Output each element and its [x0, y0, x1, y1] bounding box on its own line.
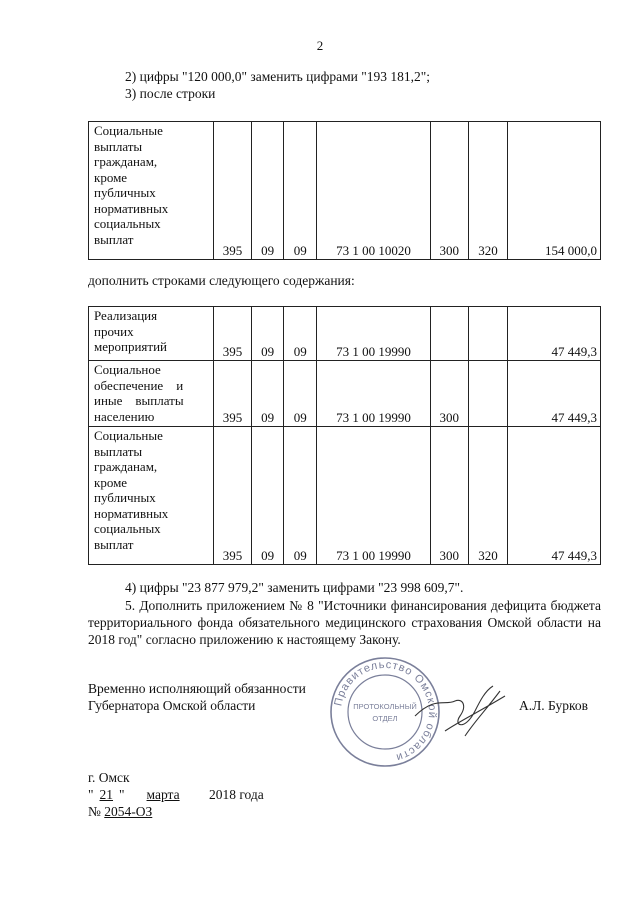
target-article-cell: 73 1 00 19990 — [316, 427, 430, 565]
expense-subgroup-cell — [468, 307, 508, 361]
row-name-line: выплат — [94, 231, 134, 247]
table-row — [89, 427, 601, 565]
admin-code-cell: 395 — [214, 122, 252, 260]
expense-group-cell: 300 — [430, 122, 468, 260]
date-quote-open: " — [88, 787, 94, 802]
subsection-cell: 09 — [284, 307, 317, 361]
row-name-cell — [89, 427, 214, 565]
expense-group-cell: 300 — [430, 427, 468, 565]
row-name-cell — [89, 361, 214, 427]
row-name-line: выплат — [94, 536, 134, 552]
row-name-line: нормативных — [94, 505, 169, 521]
target-article-cell: 73 1 00 10020 — [316, 122, 430, 260]
signatory-name: А.Л. Бурков — [519, 698, 588, 713]
table-row — [89, 361, 601, 427]
row-name-line: выплаты — [94, 443, 143, 459]
budget-table-2 — [88, 306, 601, 565]
item-5-text: 5. Дополнить приложением № 8 "Источники финансирования дефицита бюджета территориального фонда обязательного медицинского страхования Омской области на 2018 год" согласно приложению к настоящему Закону. — [88, 598, 601, 647]
row-name-line: Социальные — [94, 428, 163, 443]
subsection-cell: 09 — [284, 427, 317, 565]
handwritten-signature — [405, 676, 515, 756]
law-number: 2054-ОЗ — [104, 804, 153, 819]
amount-cell: 47 449,3 — [508, 361, 601, 427]
page-number: 2 — [316, 38, 324, 53]
date-line — [88, 786, 264, 803]
row-name-line: обеспечение и — [94, 377, 184, 393]
item-3-text: 3) после строки — [125, 86, 216, 101]
admin-code-cell: 395 — [214, 307, 252, 361]
law-number-prefix: № — [88, 804, 101, 819]
table-row — [89, 307, 601, 361]
section-cell: 09 — [251, 427, 284, 565]
expense-group-cell: 300 — [430, 361, 468, 427]
amount-cell: 154 000,0 — [508, 122, 601, 260]
target-article-cell: 73 1 00 19990 — [316, 307, 430, 361]
row-name-line: иные выплаты — [94, 393, 184, 408]
item-2-text: 2) цифры "120 000,0" заменить цифрами "193 181,2"; — [125, 69, 431, 84]
add-rows-text: дополнить строками следующего содержания: — [88, 273, 355, 288]
admin-code-cell: 395 — [214, 427, 252, 565]
expense-subgroup-cell — [468, 361, 508, 427]
section-cell: 09 — [251, 361, 284, 427]
expense-subgroup-cell: 320 — [468, 427, 508, 565]
date-quote-close: " — [119, 787, 125, 802]
admin-code-cell: 395 — [214, 361, 252, 427]
row-name-line: Реализация — [94, 308, 158, 323]
stamp-ring-text: Правительство Омской области — [332, 658, 439, 764]
city-label: г. Омск — [88, 770, 130, 785]
row-name-line: публичных — [94, 490, 156, 505]
row-name-line: прочих — [94, 323, 134, 339]
signatory-position-line-2: Губернатора Омской области — [88, 698, 256, 713]
table-row — [89, 122, 601, 260]
row-name-line: социальных — [94, 216, 161, 231]
row-name-line: кроме — [94, 474, 128, 490]
item-4-text: 4) цифры "23 877 979,2" заменить цифрами "23 998 609,7". — [125, 580, 464, 595]
row-name-line: социальных — [94, 521, 161, 536]
subsection-cell: 09 — [284, 122, 317, 260]
date-year: 2018 года — [208, 787, 264, 802]
amount-cell: 47 449,3 — [508, 307, 601, 361]
date-month: марта — [146, 787, 180, 802]
amount-cell: 47 449,3 — [508, 427, 601, 565]
row-name-line: кроме — [94, 169, 128, 185]
date-day: 21 — [99, 787, 114, 802]
expense-subgroup-cell: 320 — [468, 122, 508, 260]
row-name-line: нормативных — [94, 200, 169, 216]
row-name-line: публичных — [94, 185, 156, 200]
row-name-line: населению — [94, 408, 155, 424]
budget-table-1 — [88, 121, 601, 260]
stamp-inner-line-2: ОТДЕЛ — [372, 714, 398, 723]
stamp-inner-line-1: ПРОТОКОЛЬНЫЙ — [353, 702, 417, 711]
row-name-cell — [89, 122, 214, 260]
row-name-cell — [89, 307, 214, 361]
section-cell: 09 — [251, 307, 284, 361]
target-article-cell: 73 1 00 19990 — [316, 361, 430, 427]
expense-group-cell — [430, 307, 468, 361]
row-name-line: Социальное — [94, 362, 161, 377]
row-name-line: Социальные — [94, 123, 163, 138]
section-cell: 09 — [251, 122, 284, 260]
row-name-line: гражданам, — [94, 459, 158, 474]
law-number-line — [88, 803, 152, 820]
signatory-position-line-1: Временно исполняющий обязанности — [88, 681, 306, 696]
row-name-line: мероприятий — [94, 339, 167, 354]
row-name-line: гражданам, — [94, 154, 158, 169]
row-name-line: выплаты — [94, 138, 143, 154]
subsection-cell: 09 — [284, 361, 317, 427]
